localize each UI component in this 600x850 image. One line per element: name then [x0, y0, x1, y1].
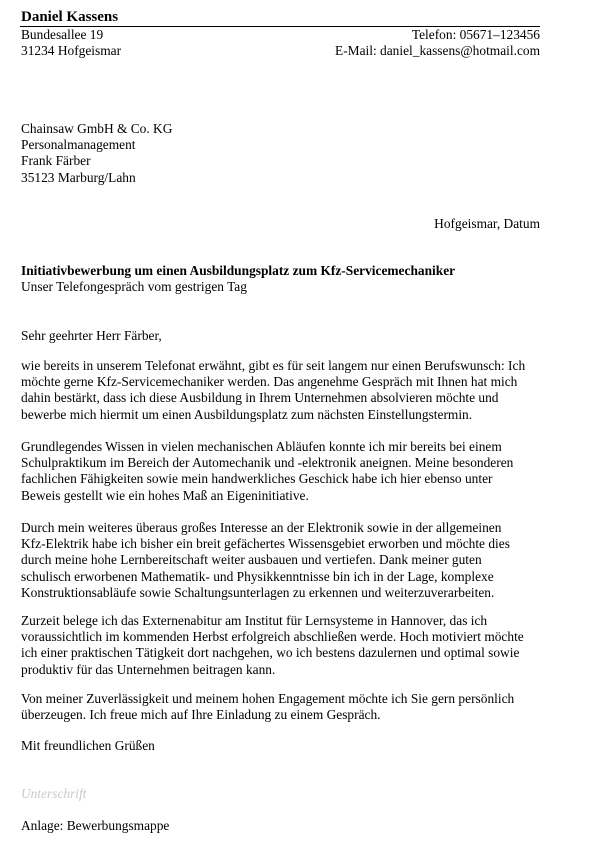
recipient-company: Chainsaw GmbH & Co. KG [21, 121, 173, 136]
body-paragraph [21, 439, 546, 504]
paragraph-line: Zurzeit belege ich das Externenabitur am Institut für Lernsysteme in Hannover, das ich [21, 613, 488, 628]
recipient-city: 35123 Marburg/Lahn [21, 169, 136, 185]
paragraph-line: ich einer praktischen Tätigkeit dort nachgehen, wo ich bestens dazulernen und optimal sowie [21, 645, 520, 661]
sender-contact [335, 27, 540, 59]
paragraph-line: durch meine hohe Lernbereitschaft weiter ausbauen und vertiefen. Dank meiner guten [21, 552, 482, 568]
paragraph-line: möchte gerne Kfz-Servicemechaniker werden. Das angenehme Gespräch mit Ihnen hat mich [21, 374, 518, 390]
paragraph-line: produktiv für das Unternehmen beitragen kann. [21, 661, 276, 677]
sender-email: E-Mail: daniel_kassens@hotmail.com [335, 43, 540, 59]
recipient-address [21, 121, 172, 186]
salutation: Sehr geehrter Herr Färber, [21, 328, 162, 343]
paragraph-line: Schulpraktikum im Bereich der Automechanik und -elektronik aneignen. Meine besonderen [21, 455, 514, 471]
paragraph-line: Durch mein weiteres überaus großes Interesse an der Elektronik sowie in der allgemeinen [21, 520, 502, 535]
recipient-contact: Frank Färber [21, 153, 91, 169]
attachment-note: Anlage: Bewerbungsmappe [21, 818, 170, 833]
subject-title: Initiativbewerbung um einen Ausbildungsplatz zum Kfz-Servicemechaniker [21, 263, 456, 278]
recipient-department: Personalmanagement [21, 137, 136, 153]
body-paragraph [21, 691, 546, 723]
paragraph-line: dahin bestärkt, dass ich diese Ausbildung in Ihrem Unternehmen absolvieren möchte und [21, 390, 499, 406]
paragraph-line: Beweis gestellt wie ein hohes Maß an Eigeninitiative. [21, 487, 309, 503]
body-paragraph [21, 358, 546, 423]
body-paragraph [21, 520, 546, 601]
paragraph-line: überzeugen. Ich freue mich auf Ihre Einladung zu einem Gespräch. [21, 707, 381, 723]
subject-block [21, 263, 455, 295]
body-paragraph [21, 613, 546, 678]
place-date: Hofgeismar, Datum [434, 216, 540, 231]
paragraph-line: schulisch erworbenen Mathematik- und Physikkenntnisse bin ich in der Lage, komplexe [21, 568, 494, 584]
sender-street: Bundesallee 19 [21, 27, 104, 42]
signature-placeholder: Unterschrift [21, 786, 87, 801]
paragraph-line: Kfz-Elektrik habe ich bisher ein breit gefächertes Wissensgebiet erworben und möchte dies [21, 536, 510, 552]
paragraph-line: wie bereits in unserem Telefonat erwähnt, gibt es für seit langem nur einen Berufswunsch: Ich [21, 358, 526, 373]
paragraph-line: bewerbe mich hiermit um einen Ausbildungsplatz zum nächsten Einstellungstermin. [21, 406, 473, 422]
closing-formula: Mit freundlichen Grüßen [21, 738, 155, 753]
paragraph-line: Von meiner Zuverlässigkeit und meinem hohen Engagement möchte ich Sie gern persönlich [21, 691, 515, 706]
paragraph-line: voraussichtlich im kommenden Herbst erfolgreich abschließen werde. Hoch motiviert möchte [21, 629, 524, 645]
paragraph-line: Grundlegendes Wissen in vielen mechanischen Abläufen konnte ich mir bereits bei einem [21, 439, 502, 454]
subject-reference: Unser Telefongespräch vom gestrigen Tag [21, 279, 247, 295]
paragraph-line: Konstruktionsabläufe sowie Schaltungsunterlagen zu erkennen und weiterzuverarbeiten. [21, 584, 495, 600]
sender-name: Daniel Kassens [21, 9, 119, 25]
sender-city: 31234 Hofgeismar [21, 43, 122, 59]
sender-phone: Telefon: 05671–123456 [411, 27, 540, 42]
paragraph-line: fachlichen Fähigkeiten sowie mein handwerkliches Geschick habe ich hier ebenso unter [21, 471, 493, 487]
sender-address [21, 27, 121, 59]
